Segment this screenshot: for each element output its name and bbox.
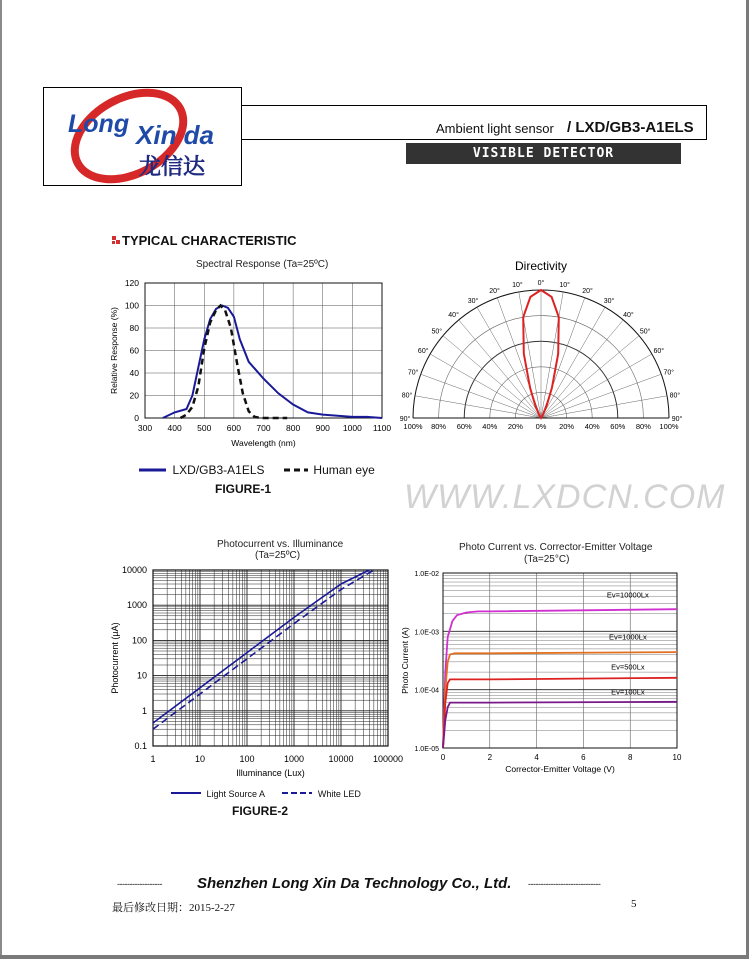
directivity-radial-label: 60% [456, 422, 472, 431]
volt-series-ev1000-label: Ev=1000Lx [608, 632, 647, 642]
volt-y-tick: 1.0E-05 [414, 746, 439, 753]
banner-visible-detector: VISIBLE DETECTOR [406, 143, 681, 164]
legend-light-source-a: Light Source A [206, 789, 265, 799]
directivity-radial-label: 40% [584, 422, 600, 431]
volt-y-tick: 1.0E-02 [414, 571, 439, 578]
volt-series-ev100-label: Ev=100Lx [611, 687, 645, 697]
directivity-radial-label: 60% [610, 422, 626, 431]
volt-series-ev100 [443, 702, 677, 748]
directivity-angle-label: 70° [663, 369, 675, 377]
directivity-angle-label: 10° [559, 282, 570, 290]
legend-solid-line-icon [138, 464, 168, 476]
volt-x-tick: 0 [440, 753, 446, 762]
spectral-x-tick: 500 [197, 423, 212, 433]
directivity-angle-label: 50° [431, 328, 443, 336]
directivity-radial-label: 0% [535, 422, 547, 431]
spectral-chart [100, 270, 400, 460]
section-bullet-icon [112, 236, 121, 245]
directivity-angle-label: 20° [582, 288, 593, 296]
legend-human-eye: Human eye [313, 463, 375, 477]
spectral-y-tick: 80 [129, 323, 139, 333]
header-model: / LXD/GB3-A1ELS [567, 119, 694, 136]
spectral-x-tick: 1100 [372, 423, 392, 433]
illuminance-chart [105, 560, 410, 785]
directivity-angle-label: 30° [467, 298, 479, 306]
illum-legend [170, 784, 361, 802]
spectral-series-lxd [163, 306, 382, 419]
legend-white-led: White LED [317, 789, 361, 799]
figure-2-label: FIGURE-2 [232, 804, 289, 818]
spectral-y-label: Relative Response (%) [109, 307, 119, 394]
illum-x-tick: 100 [239, 754, 255, 764]
volt-series-ev500-label: Ev=500Lx [611, 662, 645, 672]
footer-date: 最后修改日期：2015-2-27 [112, 902, 235, 914]
illum-x-tick: 1 [150, 754, 156, 764]
spectral-y-tick: 20 [129, 390, 139, 401]
spectral-chart-title: Spectral Response (Ta=25ºC) [196, 259, 329, 270]
directivity-radial-label: 100% [403, 422, 423, 431]
spectral-x-tick: 600 [226, 423, 241, 433]
spectral-x-tick: 400 [167, 423, 182, 433]
illum-x-tick: 1000 [283, 754, 305, 764]
volt-y-label: Photo Current (A) [400, 627, 410, 694]
page-border-bottom [0, 955, 749, 959]
directivity-radial-label: 80% [635, 422, 651, 431]
footer-dashes-left: ------------------ [117, 879, 162, 889]
directivity-angle-label: 50° [639, 328, 651, 336]
footer-company: Shenzhen Long Xin Da Technology Co., Ltd. [197, 875, 512, 892]
figure-1-label: FIGURE-1 [215, 482, 272, 496]
logo-long: Long [68, 110, 130, 138]
volt-x-tick: 2 [487, 753, 493, 762]
illum-chart-subtitle: (Ta=25ºC) [255, 550, 301, 561]
directivity-angle-label: 90° [671, 416, 683, 423]
legend-dashed-line-icon [283, 464, 309, 476]
page-border-left [0, 0, 2, 959]
spectral-x-tick: 300 [137, 423, 153, 433]
directivity-radial-label: 80% [431, 422, 447, 431]
illum-chart-title: Photocurrent vs. Illuminance [217, 539, 344, 550]
volt-x-tick: 4 [534, 753, 539, 762]
spectral-y-tick: 60 [129, 345, 139, 356]
volt-series-ev10000-label: Ev=10000Lx [606, 590, 649, 600]
illum-y-tick: 10000 [121, 565, 147, 575]
spectral-x-tick: 900 [315, 423, 330, 433]
voltage-chart-subtitle: (Ta=25°C) [524, 554, 570, 565]
company-logo [43, 87, 242, 186]
spectral-x-tick: 1000 [342, 423, 362, 433]
legend-solid-line-icon [170, 788, 202, 798]
spectral-x-label: Wavelength (nm) [231, 438, 296, 448]
volt-x-tick: 10 [672, 753, 682, 762]
volt-y-tick: 1.0E-03 [414, 629, 439, 637]
directivity-radial-label: 100% [659, 422, 679, 431]
illum-y-tick: 0.1 [134, 741, 147, 751]
directivity-angle-label: 30° [603, 298, 615, 306]
illum-x-tick: 10 [194, 754, 206, 764]
directivity-angle-label: 40° [623, 311, 634, 319]
illum-y-tick: 100 [131, 635, 147, 646]
spectral-y-tick: 40 [129, 368, 139, 378]
volt-y-tick: 1.0E-04 [414, 687, 439, 695]
voltage-chart [395, 565, 690, 780]
directivity-angle-label: 40° [448, 311, 459, 319]
directivity-angle-label: 60° [417, 348, 429, 355]
illum-x-tick: 100000 [372, 754, 404, 764]
legend-lxd: LXD/GB3-A1ELS [172, 463, 265, 477]
spectral-y-tick: 0 [134, 413, 139, 423]
spectral-y-tick: 120 [124, 278, 139, 288]
directivity-angle-label: 70° [407, 369, 419, 377]
legend-dashed-line-icon [281, 788, 313, 798]
illum-x-label: Illuminance (Lux) [236, 768, 305, 778]
directivity-angle-label: 60° [653, 348, 665, 355]
illum-y-tick: 1 [141, 705, 147, 716]
directivity-angle-label: 10° [512, 282, 523, 290]
directivity-radial-label: 40% [482, 422, 498, 431]
spectral-x-tick: 700 [256, 423, 271, 433]
page-number: 5 [631, 898, 637, 910]
directivity-angle-label: 0° [537, 280, 545, 287]
volt-x-label: Corrector-Emitter Voltage (V) [505, 764, 615, 774]
illum-y-tick: 10 [136, 670, 147, 681]
volt-x-tick: 8 [627, 753, 633, 762]
directivity-angle-label: 90° [399, 416, 411, 423]
header-title: Ambient light sensor [436, 121, 554, 136]
logo-xinda: Xin da [136, 120, 215, 150]
watermark: WWW.LXDCN.COM [404, 478, 726, 516]
directivity-angle-label: 20° [489, 288, 500, 296]
logo-chinese: 龙信达 [139, 154, 206, 179]
spectral-y-tick: 100 [124, 300, 139, 311]
header-rule-top [242, 105, 707, 106]
directivity-radial-label: 20% [559, 422, 575, 431]
volt-x-tick: 6 [581, 753, 586, 762]
header-rule-right [706, 105, 707, 140]
illum-y-label: Photocurrent (µA) [110, 622, 120, 694]
directivity-chart [393, 255, 687, 435]
header-rule-bottom [242, 139, 707, 140]
voltage-chart-title: Photo Current vs. Corrector-Emitter Voltage [459, 542, 653, 553]
directivity-radial-label: 20% [507, 422, 523, 431]
illum-x-tick: 10000 [328, 754, 354, 764]
illum-y-tick: 1000 [126, 600, 147, 611]
directivity-angle-label: 80° [401, 392, 413, 400]
illum-plot-frame [153, 570, 388, 746]
footer-dashes-right: ----------------------------- [528, 879, 601, 889]
directivity-angle-label: 80° [669, 392, 681, 400]
spectral-legend [138, 461, 375, 479]
logo-graphic [44, 88, 241, 185]
spectral-x-tick: 800 [286, 423, 301, 433]
section-title: TYPICAL CHARACTERISTIC [122, 233, 297, 248]
directivity-title: Directivity [514, 259, 568, 273]
